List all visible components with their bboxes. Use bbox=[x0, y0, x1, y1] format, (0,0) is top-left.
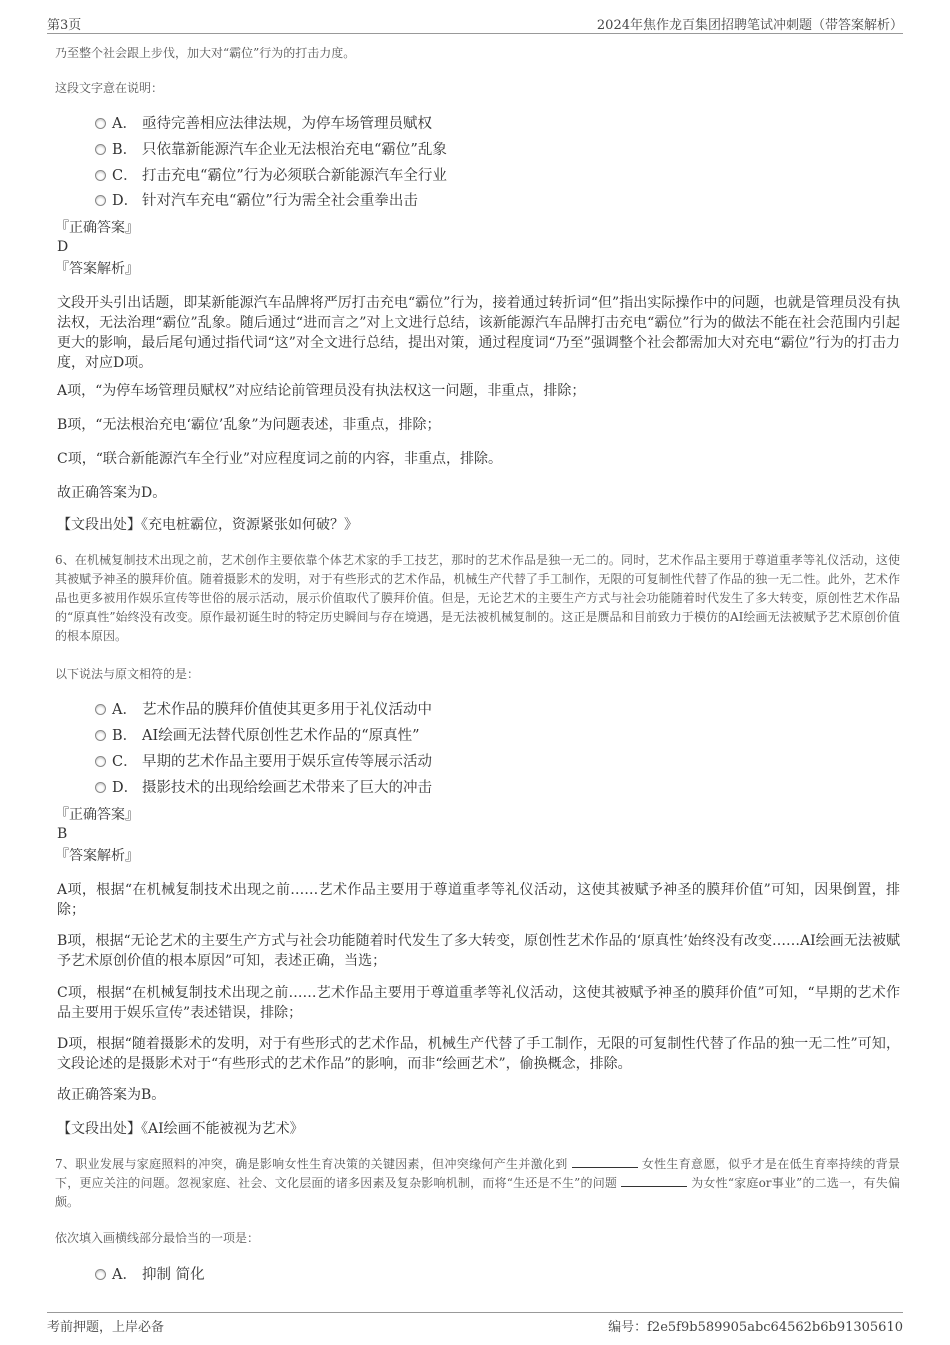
q6-prompt: 以下说法与原文相符的是： bbox=[55, 667, 200, 681]
q5-answer: D bbox=[57, 239, 69, 255]
document-id: 编号：f2e5f9b589905abc64562b6b91305610 bbox=[608, 1320, 903, 1335]
document-title: 2024年焦作龙百集团招聘笔试冲刺题（带答案解析） bbox=[596, 18, 903, 33]
page-header bbox=[47, 14, 903, 34]
q5-conclusion: 故正确答案为D。 bbox=[57, 485, 167, 501]
q5-prompt: 这段文字意在说明： bbox=[55, 81, 164, 95]
q6-answer-label: 『正确答案』 bbox=[55, 807, 139, 823]
q5-answer-label: 『正确答案』 bbox=[55, 220, 139, 236]
radio-icon[interactable] bbox=[95, 704, 106, 715]
q6-passage: 6、在机械复制技术出现之前，艺术创作主要依靠个体艺术家的手工技艺，那时的艺术作品是独一无二的。同时，艺术作品主要用于尊道重孝等礼仪活动，这使其被赋予神圣的膜拜价值。随着摄影术的发明，对于有些形式的艺术作品，机械生产代替了手工制作，无限的可复制性代替了作品的独一无二性。此外，艺术作品也更多被用作娱乐宣传等世俗的展示活动，展示价值取代了膜拜价值。但是，无论艺术的主要生产方式与社会功能随着时代发生了多大转变，原创性艺术作品的“原真性”始终没有改变。原作最初诞生时的特定历史瞬间与存在境遇，是无法被机械复制的。这正是赝品和目前致力于模仿的AI绘画无法被赋予艺术原创价值的根本原因。 bbox=[55, 553, 900, 643]
q5-passage-tail: 乃至整个社会跟上步伐，加大对“霸位”行为的打击力度。 bbox=[55, 46, 356, 60]
radio-icon[interactable] bbox=[95, 1269, 106, 1280]
q6-analysis-a: A项，根据“在机械复制技术出现之前……艺术作品主要用于尊道重孝等礼仪活动，这使其被赋予神圣的膜拜价值”可知，因果倒置，排除； bbox=[57, 882, 900, 918]
q6-analysis-c: C项，根据“在机械复制技术出现之前……艺术作品主要用于尊道重孝等礼仪活动，这使其被赋予神圣的膜拜价值”可知，“早期的艺术作品主要用于娱乐宣传”表述错误，排除； bbox=[57, 985, 900, 1021]
q6-option-d[interactable]: D． 摄影技术的出现给绘画艺术带来了巨大的冲击 bbox=[95, 778, 432, 798]
radio-icon[interactable] bbox=[95, 730, 106, 741]
page-number: 第3页 bbox=[47, 18, 82, 33]
q6-source: 【文段出处】《AI绘画不能被视为艺术》 bbox=[57, 1121, 304, 1137]
blank-1 bbox=[572, 1156, 638, 1168]
q7-option-a[interactable]: A． 抑制 简化 bbox=[95, 1265, 205, 1285]
q5-analysis-label: 『答案解析』 bbox=[55, 261, 139, 277]
q7-passage: 7、职业发展与家庭照料的冲突，确是影响女性生育决策的关键因素，但冲突缘何产生并激化到 女性生育意愿，似乎才是在低生育率持续的背景下，更应关注的问题。忽视家庭、社会、文化层面的诸多因素及复杂影响机制，而将“生还是不生”的问题 为女性“家庭or事业”的二选一，有失偏颇。 bbox=[55, 1157, 900, 1209]
q5-analysis-c: C项，“联合新能源汽车全行业”对应程度词之前的内容，非重点，排除。 bbox=[57, 451, 503, 467]
q6-conclusion: 故正确答案为B。 bbox=[57, 1087, 166, 1103]
q6-analysis-d: D项，根据“随着摄影术的发明，对于有些形式的艺术作品，机械生产代替了手工制作，无限的可复制性代替了作品的独一无二性”可知，文段论述的是摄影术对于“有些形式的艺术作品”的影响，而非“绘画艺术”，偷换概念，排除。 bbox=[57, 1036, 900, 1072]
q5-option-a[interactable]: A． 亟待完善相应法律法规，为停车场管理员赋权 bbox=[95, 114, 432, 134]
q6-option-b[interactable]: B． AI绘画无法替代原创性艺术作品的“原真性” bbox=[95, 726, 420, 746]
radio-icon[interactable] bbox=[95, 756, 106, 767]
radio-icon[interactable] bbox=[95, 118, 106, 129]
q5-source: 【文段出处】《充电桩霸位，资源紧张如何破？》 bbox=[57, 517, 358, 533]
radio-icon[interactable] bbox=[95, 195, 106, 206]
q6-analysis-label: 『答案解析』 bbox=[55, 848, 139, 864]
q6-option-a[interactable]: A． 艺术作品的膜拜价值使其更多用于礼仪活动中 bbox=[95, 700, 432, 720]
q5-analysis-a: A项，“为停车场管理员赋权”对应结论前管理员没有执法权这一问题，非重点，排除； bbox=[57, 383, 586, 399]
radio-icon[interactable] bbox=[95, 170, 106, 181]
radio-icon[interactable] bbox=[95, 782, 106, 793]
q6-analysis-b: B项，根据“无论艺术的主要生产方式与社会功能随着时代发生了多大转变，原创性艺术作品的‘原真性’始终没有改变……AI绘画无法被赋予艺术原创价值的根本原因”可知，表述正确，当选； bbox=[57, 933, 900, 969]
q5-option-b[interactable]: B． 只依靠新能源汽车企业无法根治充电“霸位”乱象 bbox=[95, 140, 447, 160]
footer-slogan: 考前押题，上岸必备 bbox=[47, 1320, 165, 1335]
q6-answer: B bbox=[57, 826, 68, 842]
q6-option-c[interactable]: C． 早期的艺术作品主要用于娱乐宣传等展示活动 bbox=[95, 752, 432, 772]
q5-analysis-main: 文段开头引出话题，即某新能源汽车品牌将严厉打击充电“霸位”行为，接着通过转折词“但”指出实际操作中的问题，也就是管理员没有执法权，无法治理“霸位”乱象。随后通过“进而言之”对上文进行总结，该新能源汽车品牌打击充电“霸位”行为的做法不能在社会范围内引起更大的影响，最后尾句通过指代词“这”对全文进行总结，提出对策，通过程度词“乃至”强调整个社会都需加大对充电“霸位”行为的打击力度，对应D项。 bbox=[57, 295, 900, 371]
q7-prompt: 依次填入画横线部分最恰当的一项是： bbox=[55, 1231, 260, 1245]
q5-analysis-b: B项，“无法根治充电‘霸位’乱象”为问题表述，非重点，排除； bbox=[57, 417, 441, 433]
q5-option-d[interactable]: D． 针对汽车充电“霸位”行为需全社会重拳出击 bbox=[95, 191, 418, 211]
radio-icon[interactable] bbox=[95, 144, 106, 155]
blank-2 bbox=[621, 1175, 687, 1187]
page-footer bbox=[47, 1312, 903, 1334]
q5-option-c[interactable]: C． 打击充电“霸位”行为必须联合新能源汽车全行业 bbox=[95, 166, 447, 186]
